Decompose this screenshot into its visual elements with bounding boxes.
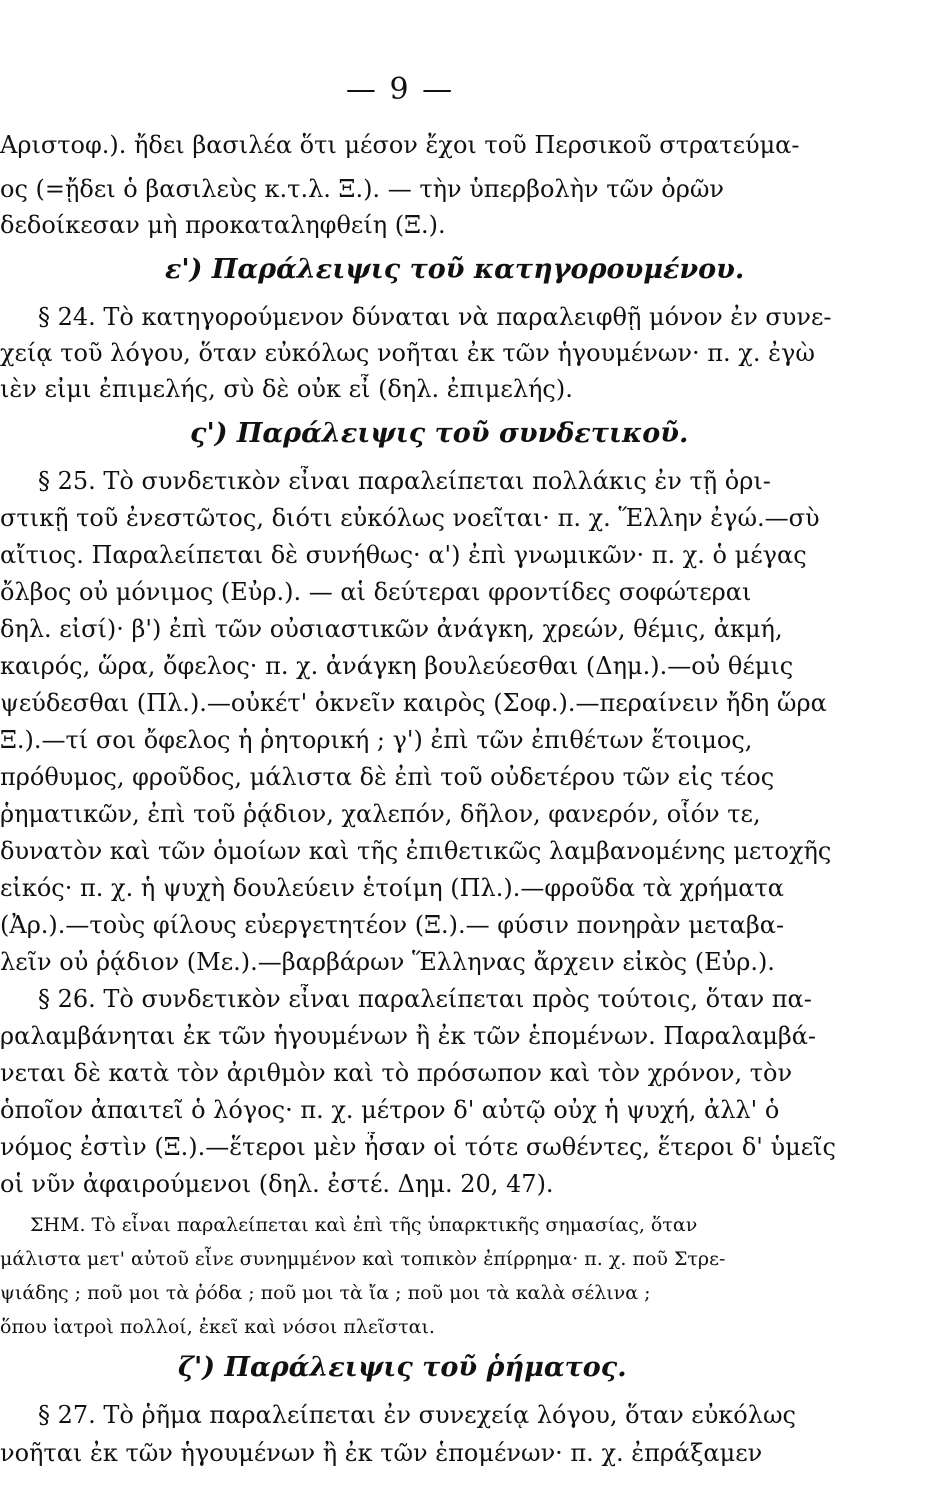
text-line: Αριστοφ.). ἤδει βασιλέα ὅτι μέσον ἔχοι τοῦ Περσικοῦ στρατεύμα-: [0, 131, 800, 159]
text-line: λεῖν οὐ ῥᾴδιον (Με.).—βαρβάρων Ἕλληνας ἄρχειν εἰκὸς (Εὐρ.).: [0, 948, 775, 976]
text-line: § 25. Τὸ συνδετικὸν εἶναι παραλείπεται πολλάκις ἐν τῇ ὁρι-: [38, 467, 771, 495]
section-heading-e: ε') Παράλειψις τοῦ κατηγορουμένου.: [165, 254, 745, 285]
text-line: δηλ. εἰσί)· β') ἐπὶ τῶν οὐσιαστικῶν ἀνάγκη, χρεών, θέμις, ἀκμή,: [0, 615, 783, 643]
note-line: ὅπου ἰατροὶ πολλοί, ἐκεῖ καὶ νόσοι πλεῖσται.: [0, 1316, 435, 1338]
text-line: ὄλβος οὐ μόνιμος (Εὐρ.). — αἱ δεύτεραι φροντίδες σοφώτεραι: [0, 578, 752, 606]
text-line: νοῆται ἐκ τῶν ἡγουμένων ἢ ἐκ τῶν ἑπομένων· π. χ. ἐπράξαμεν: [0, 1439, 763, 1467]
text-line: Ξ.).—τί σοι ὄφελος ἡ ῥητορική ; γ') ἐπὶ τῶν ἐπιθέτων ἕτοιμος,: [0, 726, 753, 754]
text-line: (Ἀρ.).—τοὺς φίλους εὐεργετητέον (Ξ.).— φύσιν πονηρὰν μεταβα-: [0, 911, 785, 939]
text-line: καιρός, ὥρα, ὄφελος· π. χ. ἀνάγκη βουλεύεσθαι (Δημ.).—οὐ θέμις: [0, 652, 794, 680]
text-line: πρόθυμος, φροῦδος, μάλιστα δὲ ἐπὶ τοῦ οὐδετέρου τῶν εἰς τέος: [0, 763, 775, 791]
text-line: § 27. Τὸ ῥῆμα παραλείπεται ἐν συνεχείᾳ λόγου, ὅταν εὐκόλως: [38, 1401, 796, 1429]
note-line: ψιάδης ; ποῦ μοι τὰ ῥόδα ; ποῦ μοι τὰ ἴα ; ποῦ μοι τὰ καλὰ σέλινα ;: [0, 1282, 651, 1304]
text-line: οἱ νῦν ἀφαιρούμενοι (δηλ. ἐστέ. Δημ. 20, 47).: [0, 1170, 554, 1198]
text-line: αἴτιος. Παραλείπεται δὲ συνήθως· α') ἐπὶ γνωμικῶν· π. χ. ὁ μέγας: [0, 541, 807, 569]
text-line: νεται δὲ κατὰ τὸν ἀριθμὸν καὶ τὸ πρόσωπον καὶ τὸν χρόνον, τὸν: [0, 1059, 793, 1087]
text-line: § 24. Τὸ κατηγορούμενον δύναται νὰ παραλειφθῇ μόνον ἐν συνε-: [38, 303, 832, 331]
text-line: νόμος ἐστὶν (Ξ.).—ἕτεροι μὲν ἦσαν οἱ τότε σωθέντες, ἕτεροι δ' ὑμεῖς: [0, 1133, 836, 1161]
text-line: ραλαμβάνηται ἐκ τῶν ἡγουμένων ἢ ἐκ τῶν ἑπομένων. Παραλαμβά-: [0, 1022, 817, 1050]
text-line: § 26. Τὸ συνδετικὸν εἶναι παραλείπεται πρὸς τούτοις, ὅταν πα-: [38, 985, 812, 1013]
text-line: χείᾳ τοῦ λόγου, ὅταν εὐκόλως νοῆται ἐκ τῶν ἡγουμένων· π. χ. ἐγὼ: [0, 339, 815, 367]
text-line: εἰκός· π. χ. ἡ ψυχὴ δουλεύειν ἑτοίμη (Πλ.).—φροῦδα τὰ χρήματα: [0, 874, 784, 902]
text-line: ῥηματικῶν, ἐπὶ τοῦ ῥᾴδιον, χαλεπόν, δῆλον, φανερόν, οἷόν τε,: [0, 800, 761, 828]
note-line: μάλιστα μετ' αὐτοῦ εἶνε συνημμένον καὶ τοπικὸν ἐπίρρημα· π. χ. ποῦ Στρε-: [0, 1248, 726, 1270]
page-number: — 9 —: [345, 72, 455, 107]
section-heading-z: ζ') Παράλειψις τοῦ ῥήματος.: [178, 1352, 627, 1383]
section-heading-st: ς') Παράλειψις τοῦ συνδετικοῦ.: [190, 418, 689, 449]
text-line: δυνατὸν καὶ τῶν ὁμοίων καὶ τῆς ἐπιθετικῶς λαμβανομένης μετοχῆς: [0, 837, 832, 865]
text-line: ος (=ᾔδει ὁ βασιλεὺς κ.τ.λ. Ξ.). — τὴν ὑπερβολὴν τῶν ὀρῶν: [0, 175, 725, 203]
text-line: στικῇ τοῦ ἐνεστῶτος, διότι εὐκόλως νοεῖται· π. χ. Ἕλλην ἐγώ.—σὺ: [0, 504, 820, 532]
text-line: δεδοίκεσαν μὴ προκαταληφθείη (Ξ.).: [0, 211, 446, 239]
note-line: ΣΗΜ. Τὸ εἶναι παραλείπεται καὶ ἐπὶ τῆς ὑπαρκτικῆς σημασίας, ὅταν: [30, 1214, 698, 1236]
text-line: ψεύδεσθαι (Πλ.).—οὐκέτ' ὀκνεῖν καιρὸς (Σοφ.).—περαίνειν ἤδη ὥρα: [0, 689, 827, 717]
text-line: ιὲν εἰμι ἐπιμελής, σὺ δὲ οὐκ εἶ (δηλ. ἐπιμελής).: [0, 375, 573, 403]
text-line: ὁποῖον ἀπαιτεῖ ὁ λόγος· π. χ. μέτρον δ' αὐτῷ οὐχ ἡ ψυχή, ἀλλ' ὁ: [0, 1096, 780, 1124]
